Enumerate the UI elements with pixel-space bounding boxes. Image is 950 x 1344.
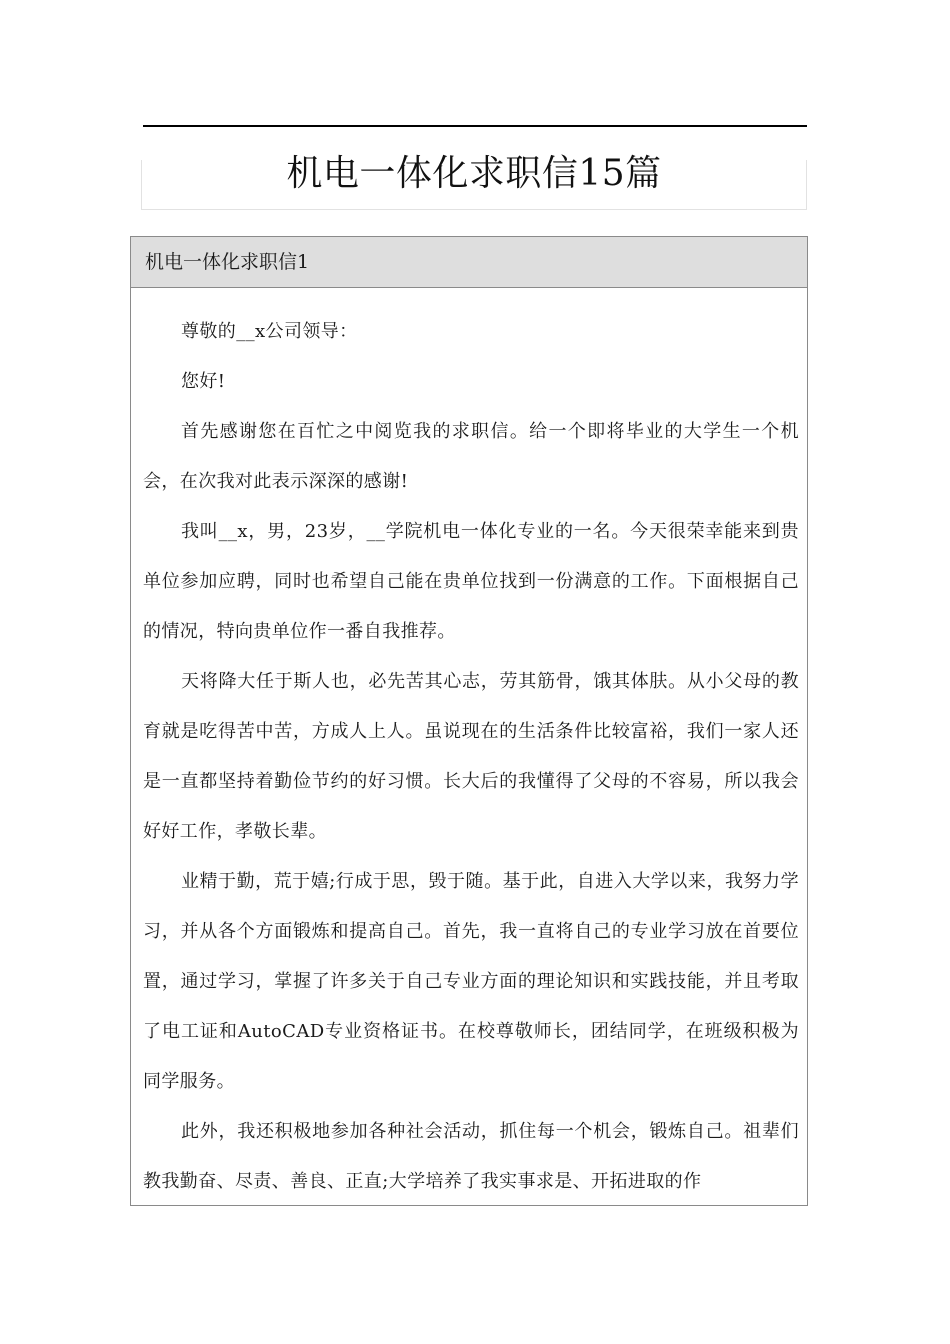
letter-body: [143, 307, 799, 1207]
paragraph: 此外，我还积极地参加各种社会活动，抓住每一个机会，锻炼自己。祖辈们教我勤奋、尽责、善良、正直;大学培养了我实事求是、开拓进取的作: [143, 1121, 799, 1192]
paragraph: 业精于勤，荒于嬉;行成于思，毁于随。基于此，自进入大学以来，我努力学习，并从各个方面锻炼和提高自己。首先，我一直将自己的专业学习放在首要位置，通过学习，掌握了许多关于自己专业方面的理论知识和实践技能，并且考取了电工证和AutoCAD专业资格证书。在校尊敬师长，团结同学，在班级积极为同学服务。: [143, 871, 799, 1092]
page-title: 机电一体化求职信15篇: [286, 153, 662, 194]
greeting: 您好!: [181, 371, 226, 392]
section-header: [131, 237, 807, 288]
paragraph: 首先感谢您在百忙之中阅览我的求职信。给一个即将毕业的大学生一个机会，在次我对此表示深深的感谢!: [143, 421, 799, 492]
paragraph: 天将降大任于斯人也，必先苦其心志，劳其筋骨，饿其体肤。从小父母的教育就是吃得苦中苦，方成人上人。虽说现在的生活条件比较富裕，我们一家人还是一直都坚持着勤俭节约的好习惯。长大后的我懂得了父母的不容易，所以我会好好工作，孝敬长辈。: [143, 671, 799, 842]
salutation: 尊敬的__x公司领导：: [181, 321, 358, 342]
section-panel: [130, 236, 808, 1206]
paragraph: 我叫__x，男，23岁，__学院机电一体化专业的一名。今天很荣幸能来到贵单位参加应聘，同时也希望自己能在贵单位找到一份满意的工作。下面根据自己的情况，特向贵单位作一番自我推荐。: [143, 521, 799, 642]
section-title: 机电一体化求职信1: [145, 251, 310, 273]
top-rule: [143, 125, 807, 127]
